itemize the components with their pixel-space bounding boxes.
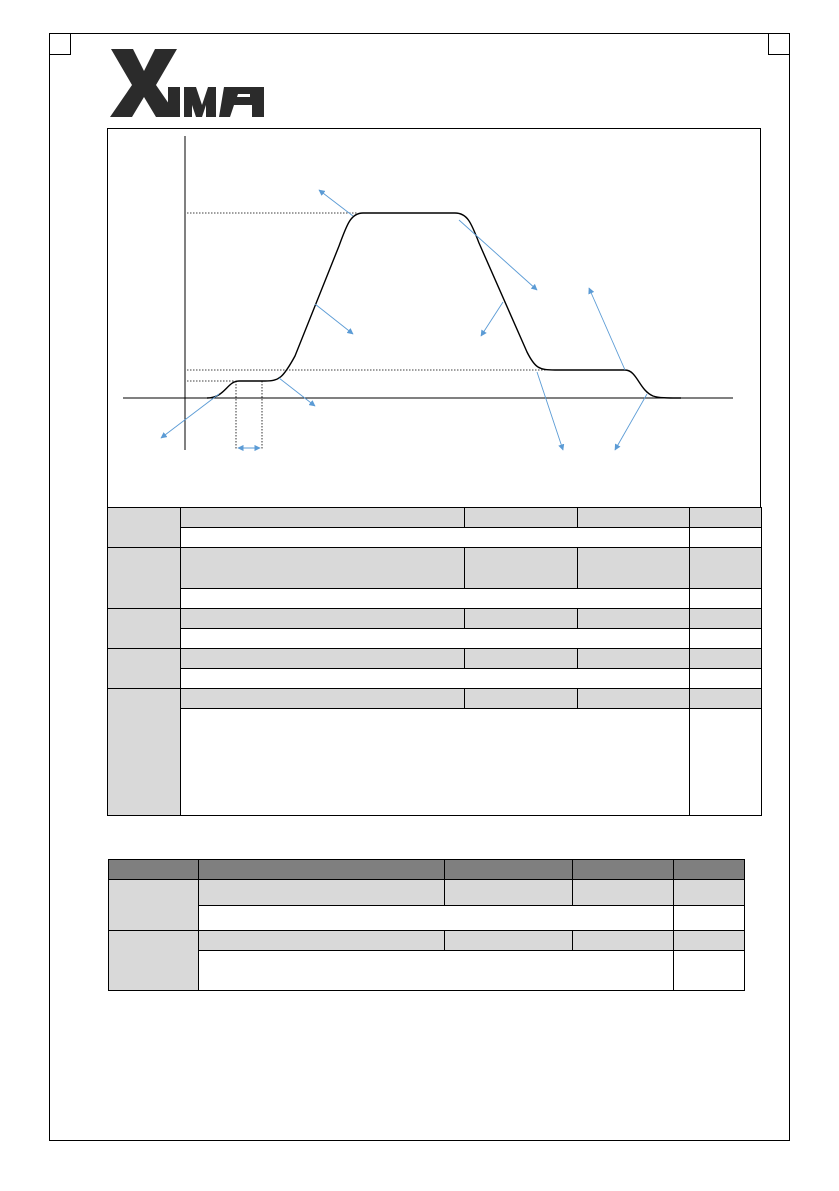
arrow-peak-end xyxy=(459,220,537,290)
arrow-mid-level xyxy=(589,288,625,370)
summary-row-1-head xyxy=(109,880,199,931)
param-row-1-desc xyxy=(181,528,690,548)
summary-table xyxy=(108,859,745,991)
summary-row-2-head xyxy=(109,931,199,991)
callout-arrows xyxy=(161,190,647,450)
summary-row-2-desc xyxy=(199,951,674,991)
param-row-3-effect xyxy=(690,629,762,649)
arrow-mid-drop xyxy=(537,372,563,450)
crop-mark-top-left xyxy=(50,34,71,55)
param-row-1-default xyxy=(578,508,690,528)
crop-mark-top-right xyxy=(768,34,789,55)
summary-header-3 xyxy=(445,860,573,880)
summary-header-2 xyxy=(199,860,445,880)
summary-header-1 xyxy=(109,860,199,880)
param-row-1-unit xyxy=(690,508,762,528)
param-row-2-effect xyxy=(690,589,762,609)
param-row-4-effect xyxy=(690,669,762,689)
param-row-4-range xyxy=(465,649,578,669)
summary-row-2-effect xyxy=(674,951,745,991)
param-row-5-default xyxy=(578,689,690,709)
arrow-ramp-down xyxy=(481,302,503,336)
param-row-4-desc xyxy=(181,669,690,689)
param-row-5-effect xyxy=(690,709,762,816)
arrow-tail xyxy=(615,394,647,450)
param-row-2-range xyxy=(465,548,578,589)
param-row-4-head xyxy=(108,649,181,689)
param-row-3-default xyxy=(578,609,690,629)
param-row-4-unit xyxy=(690,649,762,669)
summary-header-4 xyxy=(573,860,674,880)
summary-row-2-range xyxy=(445,931,573,951)
param-row-5-desc xyxy=(181,709,690,816)
summary-row-1-range xyxy=(445,880,573,906)
param-row-1-head xyxy=(108,508,181,548)
summary-row-2-name xyxy=(199,931,445,951)
arrow-start xyxy=(161,394,219,438)
param-row-5-name xyxy=(181,689,465,709)
arrow-ramp-up xyxy=(315,304,353,334)
summary-row-1-default xyxy=(573,880,674,906)
param-row-3-range xyxy=(465,609,578,629)
xima-logo xyxy=(106,47,266,119)
summary-row-2-unit xyxy=(674,931,745,951)
summary-row-1-unit xyxy=(674,880,745,906)
summary-row-1-name xyxy=(199,880,445,906)
profile-chart xyxy=(107,128,761,508)
param-row-3-name xyxy=(181,609,465,629)
arrow-peak-start xyxy=(319,190,353,216)
param-row-2-head xyxy=(108,548,181,609)
summary-header-5 xyxy=(674,860,745,880)
param-row-3-unit xyxy=(690,609,762,629)
param-row-5-head xyxy=(108,689,181,816)
param-row-3-desc xyxy=(181,629,690,649)
param-row-2-name xyxy=(181,548,465,589)
summary-row-1-effect xyxy=(674,906,745,931)
param-row-1-range xyxy=(465,508,578,528)
param-row-4-name xyxy=(181,649,465,669)
param-row-3-head xyxy=(108,609,181,649)
param-row-5-range xyxy=(465,689,578,709)
summary-row-2-default xyxy=(573,931,674,951)
param-row-5-unit xyxy=(690,689,762,709)
summary-row-1-desc xyxy=(199,906,674,931)
parameter-table xyxy=(107,507,762,816)
arrow-rise xyxy=(279,378,315,406)
param-row-2-desc xyxy=(181,589,690,609)
param-row-1-name xyxy=(181,508,465,528)
param-row-1-effect xyxy=(690,528,762,548)
param-row-2-default xyxy=(578,548,690,589)
param-row-4-default xyxy=(578,649,690,669)
param-row-2-unit xyxy=(690,548,762,589)
